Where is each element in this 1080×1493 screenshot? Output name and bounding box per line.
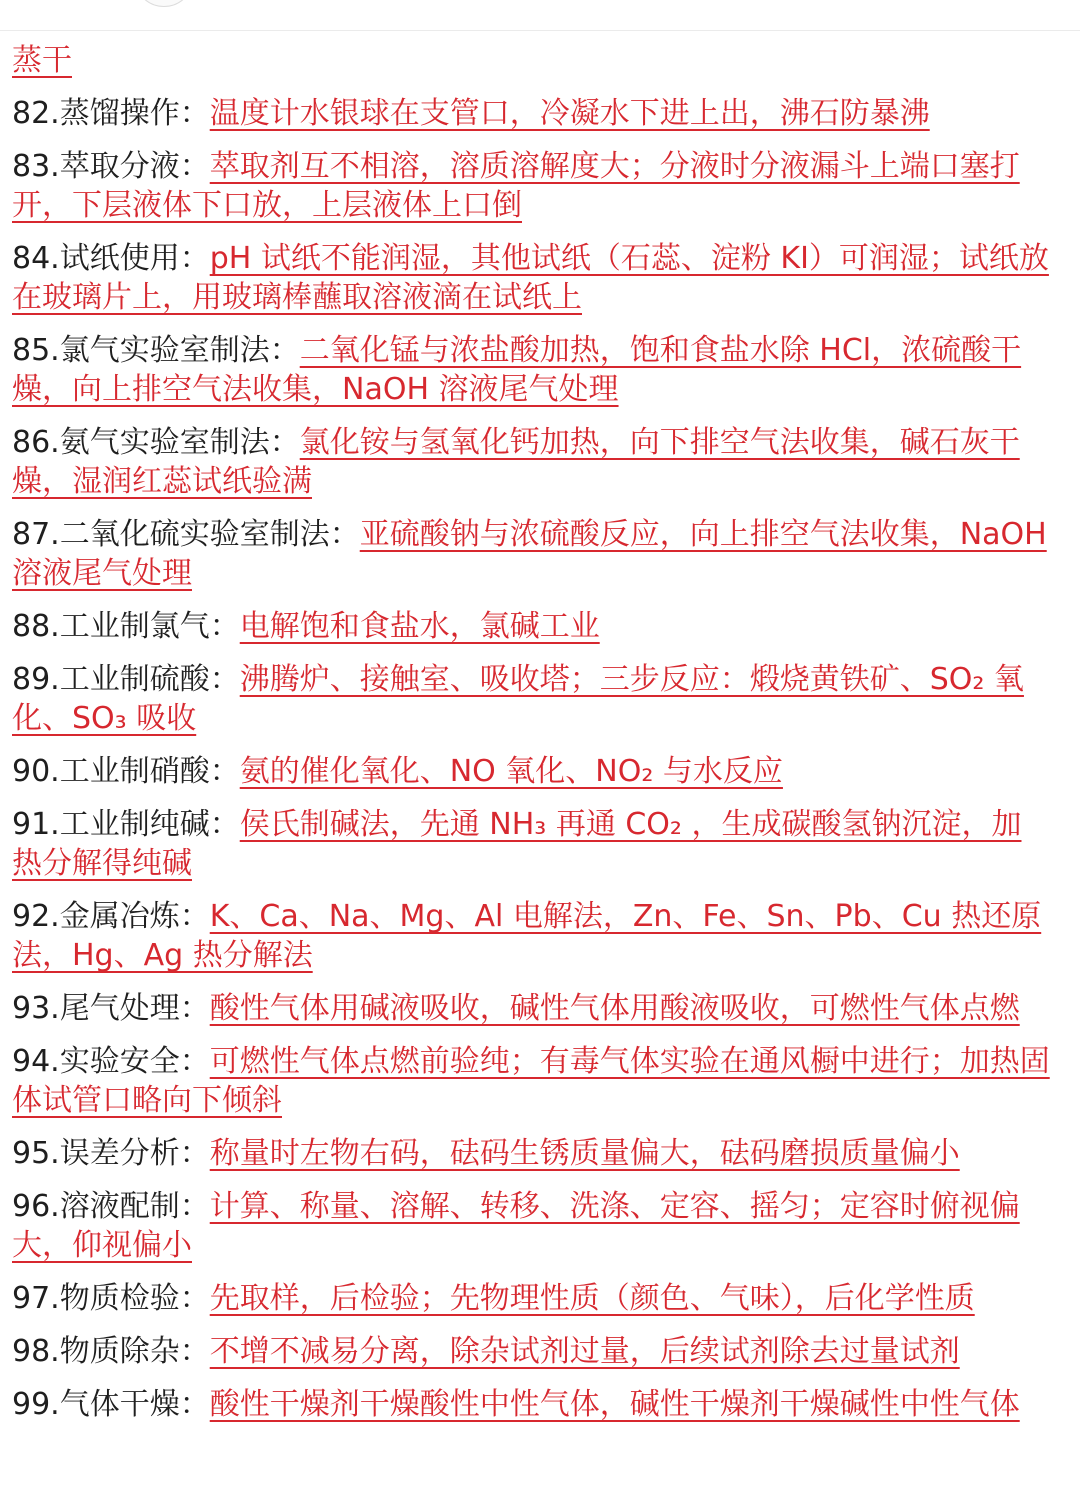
item-text: 温度计水银球在支管口，冷凝水下进上出，沸石防暴沸 [209, 96, 930, 131]
continued-text: 蒸干 [12, 43, 72, 78]
note-item-95 [12, 1134, 1051, 1173]
item-label: 98.物质除杂： [12, 1334, 210, 1369]
item-text: pH 试纸不能润湿，其他试纸（石蕊、淀粉 KI）可润湿；试纸放在玻璃片上，用玻璃棒蘸取溶液滴在试纸上 [12, 241, 1049, 315]
item-label: 90.工业制硝酸： [12, 754, 240, 789]
note-item-99 [12, 1385, 1051, 1424]
item-text: 亚硫酸钠与浓硫酸反应，向上排空气法收集，NaOH 溶液尾气处理 [12, 517, 1047, 591]
note-item-93 [12, 989, 1051, 1028]
item-label: 85.氯气实验室制法： [12, 333, 300, 368]
item-text: 侯氏制碱法，先通 NH₃ 再通 CO₂ ，生成碳酸氢钠沉淀，加热分解得纯碱 [12, 807, 1022, 881]
item-label: 89.工业制硫酸： [12, 662, 240, 697]
item-label: 87.二氧化硫实验室制法： [12, 517, 360, 552]
item-label: 83.萃取分液： [12, 149, 210, 184]
note-item-98 [12, 1332, 1051, 1371]
item-label: 93.尾气处理： [12, 991, 210, 1026]
note-item-96 [12, 1187, 1051, 1265]
item-text: 萃取剂互不相溶，溶质溶解度大；分液时分液漏斗上端口塞打开，下层液体下口放，上层液体上口倒 [12, 149, 1020, 223]
notes-list [12, 41, 1051, 1438]
item-text: 二氧化锰与浓盐酸加热，饱和食盐水除 HCl，浓硫酸干燥，向上排空气法收集，NaOH 溶液尾气处理 [12, 333, 1022, 407]
note-item-85 [12, 331, 1051, 409]
item-text: 先取样，后检验；先物理性质（颜色、气味），后化学性质 [209, 1281, 975, 1316]
item-text: 电解饱和食盐水，氯碱工业 [239, 609, 600, 644]
note-item-92 [12, 897, 1051, 975]
note-item-86 [12, 423, 1051, 501]
note-item-82 [12, 94, 1051, 133]
note-item-97 [12, 1279, 1051, 1318]
item-label: 86.氨气实验室制法： [12, 425, 300, 460]
item-text: 不增不减易分离，除杂试剂过量，后续试剂除去过量试剂 [209, 1334, 960, 1369]
note-item-83 [12, 147, 1051, 225]
item-label: 94.实验安全： [12, 1044, 210, 1079]
item-text: 称量时左物右码，砝码生锈质量偏大，砝码磨损质量偏小 [209, 1136, 960, 1171]
note-item-89 [12, 660, 1051, 738]
note-item-88 [12, 607, 1051, 646]
item-label: 91.工业制纯碱： [12, 807, 240, 842]
item-label: 82.蒸馏操作： [12, 96, 210, 131]
note-item-91 [12, 805, 1051, 883]
item-label: 88.工业制氯气： [12, 609, 240, 644]
item-label: 97.物质检验： [12, 1281, 210, 1316]
item-label: 96.溶液配制： [12, 1189, 210, 1224]
note-item-87 [12, 515, 1051, 593]
item-text: 氨的催化氧化、NO 氧化、NO₂ 与水反应 [239, 754, 783, 789]
item-text: 沸腾炉、接触室、吸收塔；三步反应：煅烧黄铁矿、SO₂ 氧化、SO₃ 吸收 [12, 662, 1024, 736]
top-bar [0, 0, 1080, 31]
item-text: 酸性干燥剂干燥酸性中性气体，碱性干燥剂干燥碱性中性气体 [209, 1387, 1020, 1422]
item-label: 95.误差分析： [12, 1136, 210, 1171]
note-item-84 [12, 239, 1051, 317]
item-text: 计算、称量、溶解、转移、洗涤、定容、摇匀；定容时俯视偏大，仰视偏小 [12, 1189, 1020, 1263]
item-text: K、Ca、Na、Mg、Al 电解法，Zn、Fe、Sn、Pb、Cu 热还原法，Hg、Ag 热分解法 [12, 899, 1042, 973]
item-label: 84.试纸使用： [12, 241, 210, 276]
item-label: 99.气体干燥： [12, 1387, 210, 1422]
avatar [134, 0, 194, 7]
note-item-90 [12, 752, 1051, 791]
continued-item [12, 41, 1051, 80]
item-text: 可燃性气体点燃前验纯；有毒气体实验在通风橱中进行；加热固体试管口略向下倾斜 [12, 1044, 1050, 1118]
item-text: 酸性气体用碱液吸收，碱性气体用酸液吸收，可燃性气体点燃 [209, 991, 1020, 1026]
note-item-94 [12, 1042, 1051, 1120]
item-label: 92.金属冶炼： [12, 899, 210, 934]
item-text: 氯化铵与氢氧化钙加热，向下排空气法收集，碱石灰干燥，湿润红蕊试纸验满 [12, 425, 1020, 499]
